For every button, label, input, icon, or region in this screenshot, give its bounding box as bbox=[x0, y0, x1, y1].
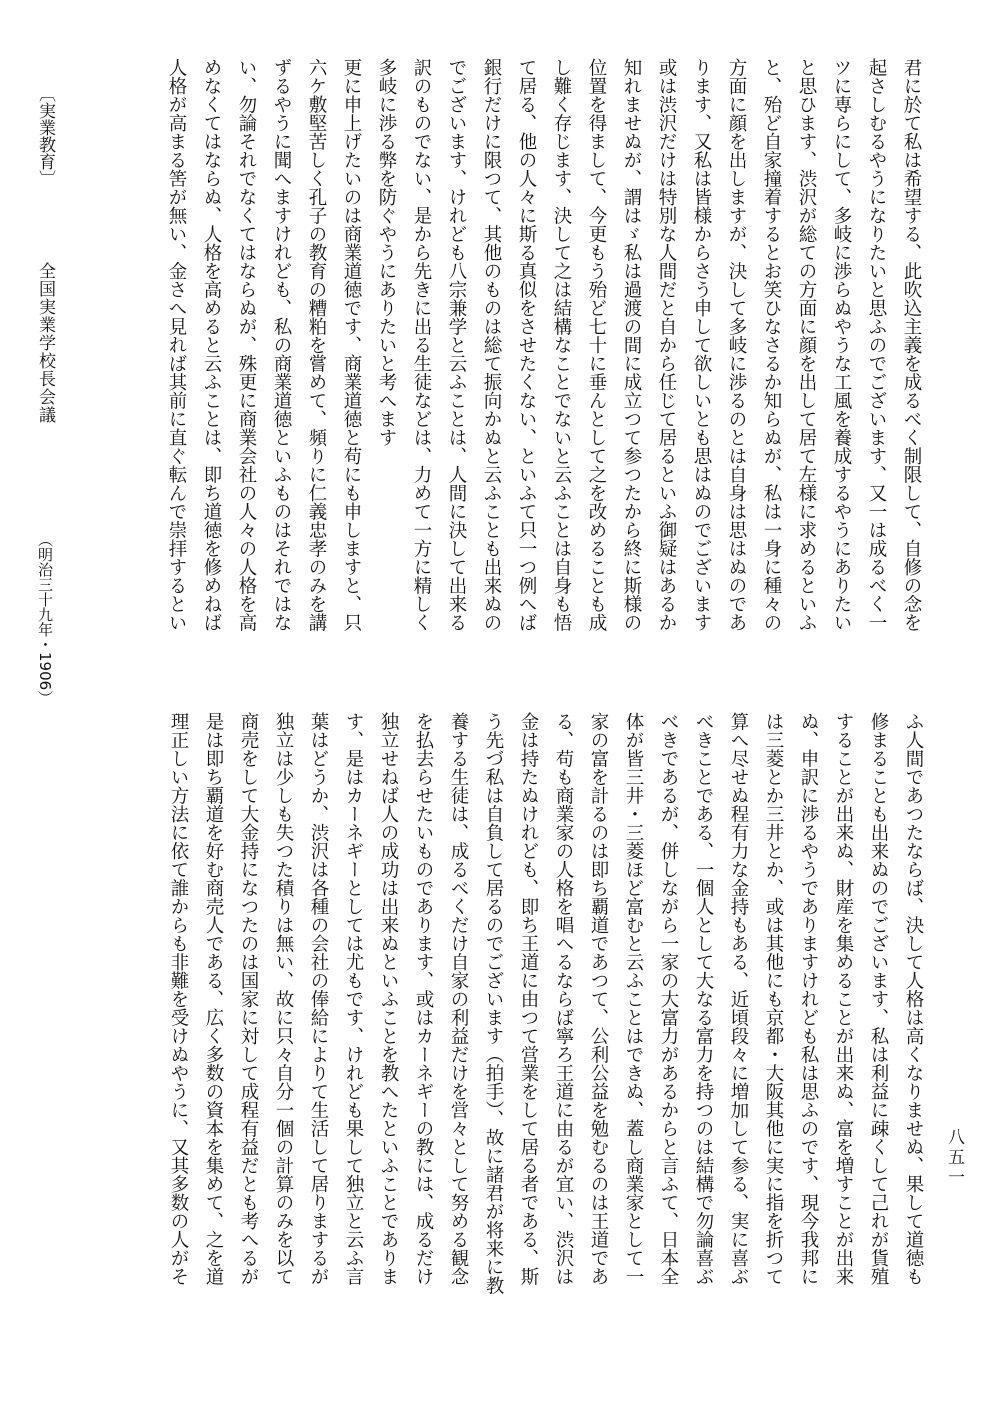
text-column: ふ人間であつたならば、決して人格は高くなりませぬ、果して道徳も bbox=[903, 712, 924, 1286]
text-column: めなくてはならぬ、人格を高めると云ふことは、即ち道徳を修めねば bbox=[201, 58, 222, 632]
upper-text-block bbox=[89, 58, 929, 670]
text-column: 独立せねば人の成功は出来ぬといふことを教へたといふことでありま bbox=[378, 712, 399, 1286]
text-column: 銀行だけに限つて、其他のものは総て振向かぬと云ふことも出来ぬの bbox=[481, 58, 502, 632]
text-column: 或は渋沢だけは特別な人間だと自から任じて居るといふ御疑はあるか bbox=[656, 58, 677, 632]
text-column: い、勿論それでなくてはならぬが、殊更に商業会社の人々の人格を高 bbox=[236, 58, 257, 632]
text-column: と、殆ど自家撞着するとお笑ひなさるか知らぬが、私は一身に種々の bbox=[761, 58, 782, 632]
text-column: 養する生徒は、成るべくだけ自家の利益だけを営々として努める観念 bbox=[448, 712, 469, 1286]
text-column: 人格が高まる筈が無い、金さへ見れば其前に直ぐ転んで崇拝するとい bbox=[166, 58, 187, 632]
text-column: う先づ私は自負して居るのでございます（拍手）、故に諸君が将来に教 bbox=[483, 712, 504, 1295]
text-column: べきであるが、併しながら一家の大富力があるからと言ふて、日本全 bbox=[658, 712, 679, 1286]
running-head-date: （明治三十九年・1906） bbox=[36, 532, 54, 706]
text-column: 葉はどうか、渋沢は各種の会社の俸給によりて生活して居りまするが bbox=[308, 712, 329, 1286]
text-column: 君に於て私は希望する、此吹込主義を成るべく制限して、自修の念を bbox=[901, 58, 922, 632]
text-column: 是は即ち覇道を好む商売人である、広く多数の資本を集めて、之を道 bbox=[203, 712, 224, 1286]
text-column: ぬ、申訳に渉るやうでありますけれども私は思ふのです、現今我邦に bbox=[798, 712, 819, 1286]
text-column: でございます、けれども八宗兼学と云ふことは、人間に決して出来る bbox=[446, 58, 467, 632]
text-column: 六ケ敷堅苦しく孔子の教育の糟粕を嘗めて、頻りに仁義忠孝のみを講 bbox=[306, 58, 327, 632]
text-column: 多岐に渉る弊を防ぐやうにありたいと考へます bbox=[376, 58, 397, 447]
text-column: 家の富を計るのは即ち覇道であつて、公利公益を勉むるのは王道であ bbox=[588, 712, 609, 1286]
text-column: べきことである、一個人として大なる富力を持つのは結構で勿論喜ぶ bbox=[693, 712, 714, 1286]
text-column: る、苟も商業家の人格を唱へるならば寧ろ王道に由るが宜い、渋沢は bbox=[553, 712, 574, 1286]
text-column: ります、又私は皆様からさう申して欲しいとも思はぬのでございます bbox=[691, 58, 712, 632]
text-column: 方面に顔を出しますが、決して多岐に渉るのとは自身は思はぬのであ bbox=[726, 58, 747, 632]
text-column: 商売をして大金持になつたのは国家に対して成程有益だとも考へるが bbox=[238, 712, 259, 1286]
text-column: て居る、他の人々に斯る真似をさせたくない、といふて只一つ例へば bbox=[516, 58, 537, 632]
text-column: 体が皆三井・三菱ほど富むと云ふことはできぬ、蓋し商業家として一 bbox=[623, 712, 644, 1286]
text-column: は三菱とか三井とか、或は其他にも京都・大阪其他に実に指を折つて bbox=[763, 712, 784, 1286]
text-column: 金は持たぬけれども、即ち王道に由つて営業をして居る者である、斯 bbox=[518, 712, 539, 1286]
lower-text-block bbox=[76, 712, 931, 1364]
text-column: することが出来ぬ、財産を集めることが出来ぬ、富を増すことが出来 bbox=[833, 712, 854, 1286]
text-column: し難く存じます、決して之は結構なことでないと云ふことは自身も悟 bbox=[551, 58, 572, 632]
text-column: ずるやうに聞へますけれども、私の商業道徳といふものはそれではな bbox=[271, 58, 292, 632]
text-column: と思ひます、渋沢が総ての方面に顔を出して居て左様に求めるといふ bbox=[796, 58, 817, 632]
text-column: 更に申上げたいのは商業道徳です、商業道徳と苟にも申しますと、只 bbox=[341, 58, 362, 632]
text-column: す、是はカーネギーとしては尤もです、けれども果して独立と云ふ言 bbox=[343, 712, 364, 1286]
text-column: 知れませぬが、謂はゞ私は過渡の間に成立つて参つたから終に斯様の bbox=[621, 58, 642, 632]
text-column: 起さしむるやうになりたいと思ふのでございます、又一は成るべく一 bbox=[866, 58, 887, 632]
text-column: 独立は少しも失つた積りは無い、故に只々自分一個の計算のみを以て bbox=[273, 712, 294, 1286]
running-head-title: 全国実業学校長会議 bbox=[35, 262, 55, 424]
text-column: 修まることも出来ぬのでございます、私は利益に疎くして己れが貨殖 bbox=[868, 712, 889, 1286]
running-head-series: 〔実業教育〕 bbox=[35, 85, 55, 187]
page-number: 八五一 bbox=[944, 1128, 964, 1188]
text-column: 訳のものでない、是から先きに出る生徒などは、力めて一方に精しく bbox=[411, 58, 432, 632]
text-column: 位置を得まして、今更もう殆ど七十に垂んとして之を改めることも成 bbox=[586, 58, 607, 632]
text-column: 理正しい方法に依て誰からも非難を受けぬやうに、又其多数の人がそ bbox=[168, 712, 189, 1286]
text-column: ツに専らにして、多岐に渉らぬやうな工風を養成するやうにありたい bbox=[831, 58, 852, 632]
text-column: 算へ尽せぬ程有力な金持もある、近頃段々に増加して参る、実に喜ぶ bbox=[728, 712, 749, 1286]
text-column: を払去らせたいものであります、或はカーネギーの教には、成るだけ bbox=[413, 712, 434, 1286]
